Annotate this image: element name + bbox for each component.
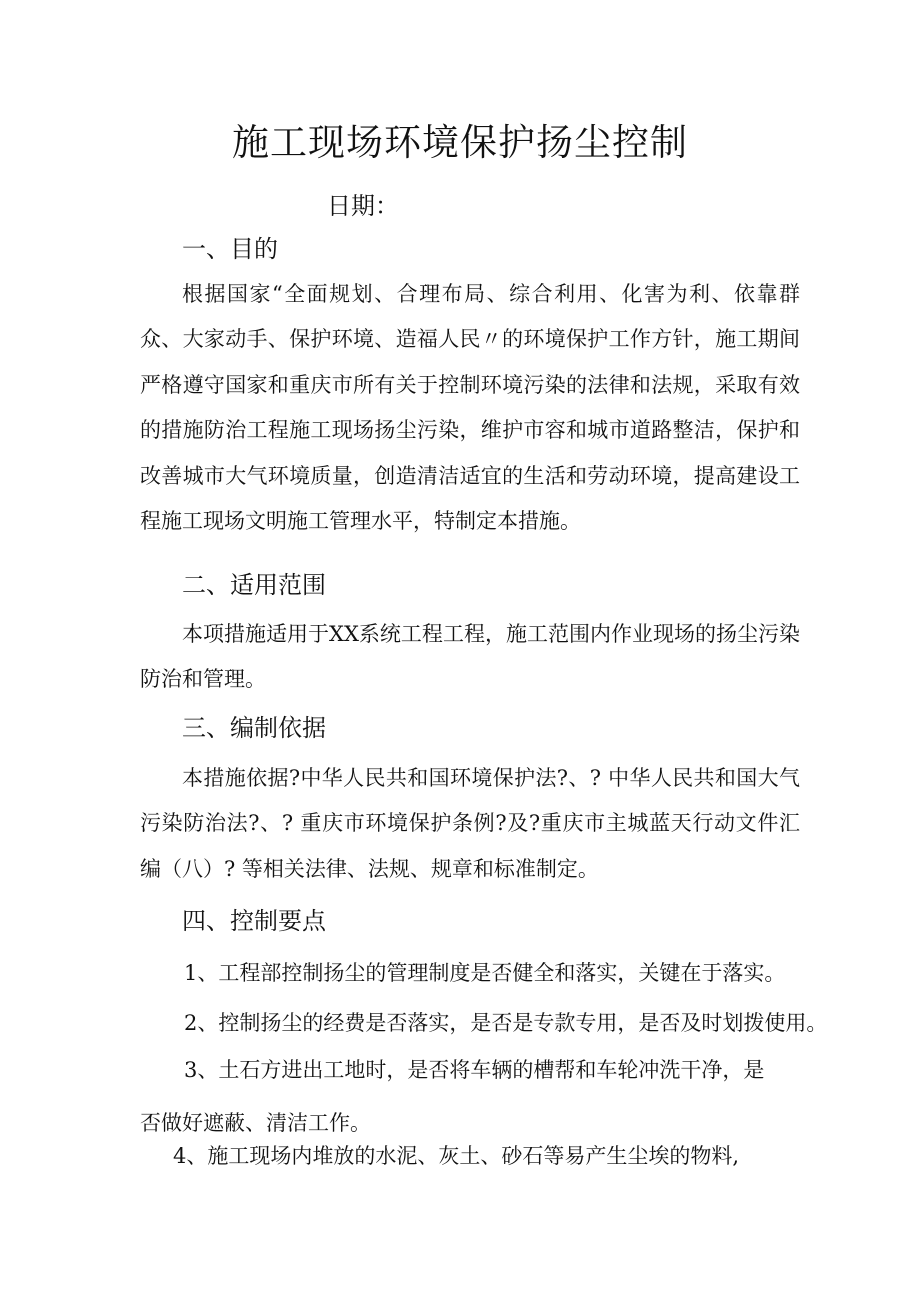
section-heading-purpose: 一、目的 — [182, 235, 278, 263]
date-label: 日期： — [327, 192, 399, 220]
section-heading-basis: 三、编制依据 — [182, 714, 326, 742]
document-title: 施工现场环境保护扬尘控制 — [232, 121, 688, 164]
control-point-1: 1、工程部控制扬尘的管理制度是否健全和落实，关键在于落实。 — [184, 961, 786, 985]
control-point-3-continued: 否做好遮蔽、清洁工作。 — [140, 1111, 371, 1135]
section-body-purpose: 根据国家“全面规划、合理布局、综合利用、化害为利、依靠群众、大家动手、保护环境、造福人民〃的环境保护工作方针，施工期间严格遵守国家和重庆市所有关于控制环境污染的法律和法规，采取有效的措施防治工程施工现场扬尘污染，维护市容和城市道路整洁，保护和改善城市大气环境质量，创造清洁适宜的生活和劳动环境，提高建设工程施工现场文明施工管理水平，特制定本措施。 — [140, 282, 800, 534]
section-heading-scope: 二、适用范围 — [182, 571, 326, 599]
control-point-4: 4、施工现场内堆放的水泥、灰土、砂石等易产生尘埃的物料, — [173, 1144, 740, 1168]
section-heading-control-points: 四、控制要点 — [182, 907, 326, 935]
control-point-2: 2、控制扬尘的经费是否落实，是否是专款专用，是否及时划拨使用。 — [184, 1011, 828, 1035]
section-body-basis: 本措施依据?中华人民共和国环境保护法?、? 中华人民共和国大气污染防治法?、? 重庆市环境保护条例?及?重庆市主城蓝天行动文件汇编（八）? 等相关法律、法规、规章和标准制定。 — [140, 766, 800, 881]
control-point-3: 3、土石方进出工地时，是否将车辆的槽帮和车轮冲洗干净，是 — [184, 1058, 765, 1082]
section-body-scope: 本项措施适用于XX系统工程工程，施工范围内作业现场的扬尘污染防治和管理。 — [140, 622, 800, 692]
